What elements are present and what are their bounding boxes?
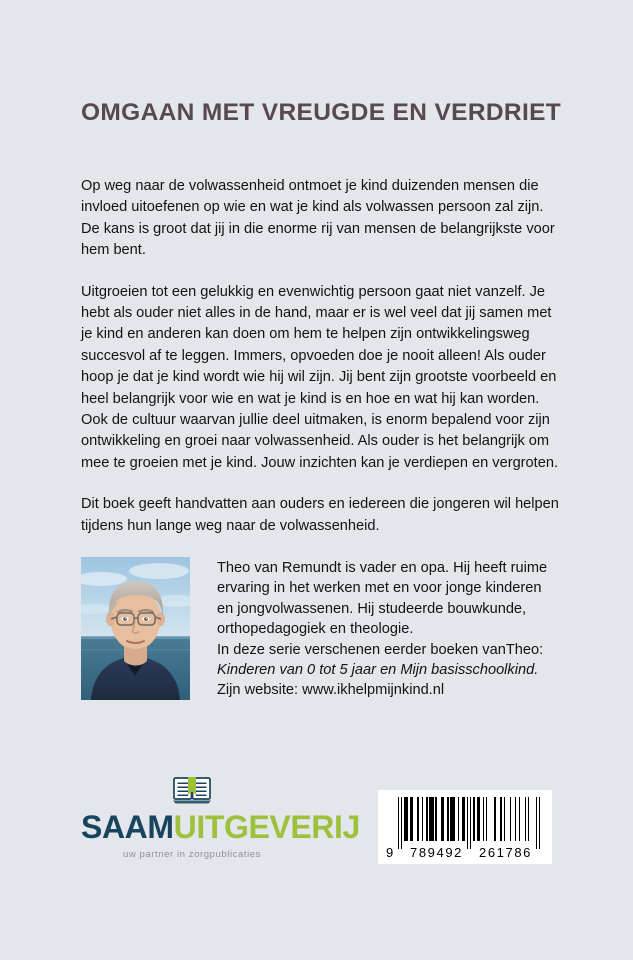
author-bio-line-2: ervaring in het werken met en voor jonge kinderen	[217, 580, 542, 597]
author-bio-line-4: orthopedagogiek en theologie.	[217, 621, 414, 638]
publisher-wordmark	[81, 809, 360, 845]
isbn-barcode	[378, 790, 552, 864]
author-bio-line-3: en jongvolwassenen. Hij studeerde bouwkunde,	[217, 600, 527, 617]
author-website: Zijn website: www.ikhelpmijnkind.nl	[217, 682, 445, 699]
page-title: OMGAAN MET VREUGDE EN VERDRIET	[81, 99, 562, 126]
barcode-digit-group-3: 261786	[479, 845, 532, 860]
barcode-digits	[386, 845, 544, 861]
author-bio	[217, 557, 547, 701]
author-block	[81, 557, 559, 701]
barcode-digit-group-1: 9	[386, 845, 394, 860]
publisher-name-primary: SAAM	[81, 809, 174, 845]
author-bio-line-1: Theo van Remundt is vader en opa. Hij heeft ruime	[217, 560, 548, 576]
barcode-bars	[398, 797, 540, 841]
author-photo	[81, 557, 190, 700]
blurb-paragraph-1: Op weg naar de volwassenheid ontmoet je kind duizenden mensen die invloed uitoefenen op wie en wat je kind als volwassen persoon zal zijn. De kans is groot dat jij in die enorme rij van mensen de belangrijkste voor hem bent.	[81, 178, 555, 259]
back-cover-blurb	[81, 176, 559, 537]
open-book-icon	[170, 774, 214, 807]
previous-books-titles: Kinderen van 0 tot 5 jaar en Mijn basisschoolkind.	[217, 662, 539, 679]
publisher-name-secondary: UITGEVERIJ	[173, 809, 360, 845]
blurb-paragraph-2: Uitgroeien tot een gelukkig en evenwichtig persoon gaat niet vanzelf. Je hebt als ouder niet alles in de hand, maar er is wel veel dat jij samen met je kind en anderen kan doen om hem te helpen zijn ontwikkelingsweg succesvol af te leggen. Immers, opvoeden doe je nooit alleen! Als ouder hoop je dat je kind wordt wie hij wil zijn. Jij bent zijn grootste voorbeeld en heel belangrijk voor wie en wat je kind is en hoe en wat hij kan worden. Ook de cultuur waarvan jullie deel uitmaken, is enorm bepalend voor zijn ontwikkeling en groei naar volwassenheid. Als ouder is het belangrijk om mee te groeien met je kind. Jouw inzichten kan je verdiepen en vergroten.	[81, 283, 559, 471]
blurb-paragraph-3: Dit boek geeft handvatten aan ouders en iedereen die jongeren wil helpen tijdens hun lange weg naar de volwassenheid.	[81, 496, 559, 534]
publisher-logo	[81, 774, 360, 860]
publisher-tagline: uw partner in zorgpublicaties	[122, 849, 262, 860]
author-series-intro: In deze serie verschenen eerder boeken vanTheo:	[217, 641, 544, 658]
barcode-digit-group-2: 789492	[410, 845, 463, 860]
